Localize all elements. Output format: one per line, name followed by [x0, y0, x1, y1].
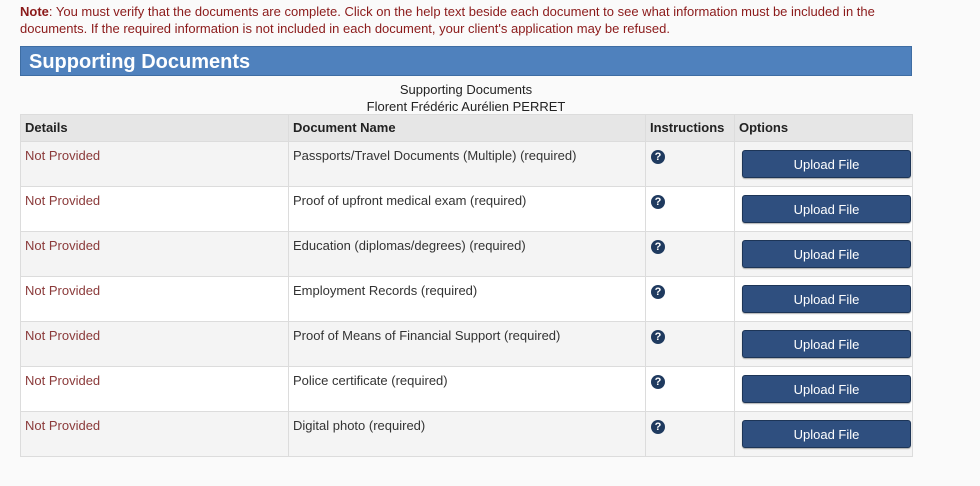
- document-options: [735, 142, 913, 187]
- document-status: [21, 232, 289, 277]
- table-row: [21, 142, 913, 187]
- table-caption: [20, 81, 912, 115]
- applicant-name: Florent Frédéric Aurélien PERRET: [366, 99, 566, 114]
- document-options: [735, 232, 913, 277]
- status-text: Not Provided: [25, 193, 101, 208]
- document-instructions: [646, 367, 735, 412]
- document-options: [735, 412, 913, 457]
- document-instructions: [646, 412, 735, 457]
- table-row: [21, 277, 913, 322]
- note-text: : You must verify that the documents are complete. Click on the help text beside each document to see what information must be included in the documents. If the required information is not included in each document, your client's application may be refused.: [20, 4, 875, 36]
- header-instructions: Instructions: [646, 115, 735, 142]
- status-text: Not Provided: [25, 373, 101, 388]
- document-instructions: [646, 187, 735, 232]
- table-header-row: [21, 115, 913, 142]
- document-status: [21, 277, 289, 322]
- document-options: [735, 322, 913, 367]
- question-circle-icon[interactable]: ?: [651, 330, 665, 344]
- table-row: [21, 322, 913, 367]
- document-status: [21, 187, 289, 232]
- note-message: [20, 3, 920, 37]
- document-options: [735, 277, 913, 322]
- question-circle-icon[interactable]: ?: [651, 420, 665, 434]
- document-name: Employment Records (required): [289, 277, 646, 322]
- document-status: [21, 412, 289, 457]
- upload-file-button[interactable]: Upload File: [742, 195, 911, 223]
- status-text: Not Provided: [25, 418, 101, 433]
- document-status: [21, 322, 289, 367]
- status-text: Not Provided: [25, 148, 101, 163]
- document-instructions: [646, 277, 735, 322]
- upload-file-button[interactable]: Upload File: [742, 150, 911, 178]
- table-row: [21, 232, 913, 277]
- upload-file-button[interactable]: Upload File: [742, 285, 911, 313]
- document-name: Passports/Travel Documents (Multiple) (required): [289, 142, 646, 187]
- documents-table-body: [21, 142, 913, 457]
- question-circle-icon[interactable]: ?: [651, 150, 665, 164]
- question-circle-icon[interactable]: ?: [651, 195, 665, 209]
- table-row: [21, 187, 913, 232]
- note-label: Note: [20, 4, 49, 19]
- upload-file-button[interactable]: Upload File: [742, 420, 911, 448]
- document-instructions: [646, 232, 735, 277]
- upload-file-button[interactable]: Upload File: [742, 375, 911, 403]
- question-circle-icon[interactable]: ?: [651, 285, 665, 299]
- document-status: [21, 367, 289, 412]
- header-document-name: Document Name: [289, 115, 646, 142]
- question-circle-icon[interactable]: ?: [651, 375, 665, 389]
- document-status: [21, 142, 289, 187]
- document-name: Proof of Means of Financial Support (required): [289, 322, 646, 367]
- status-text: Not Provided: [25, 238, 101, 253]
- document-instructions: [646, 322, 735, 367]
- document-options: [735, 187, 913, 232]
- document-name: Proof of upfront medical exam (required): [289, 187, 646, 232]
- document-instructions: [646, 142, 735, 187]
- caption-title: Supporting Documents: [399, 82, 533, 97]
- section-header: Supporting Documents: [20, 46, 912, 76]
- upload-file-button[interactable]: Upload File: [742, 330, 911, 358]
- header-details: Details: [21, 115, 289, 142]
- status-text: Not Provided: [25, 283, 101, 298]
- question-circle-icon[interactable]: ?: [651, 240, 665, 254]
- documents-table: [20, 114, 913, 457]
- status-text: Not Provided: [25, 328, 101, 343]
- table-row: [21, 412, 913, 457]
- document-name: Digital photo (required): [289, 412, 646, 457]
- table-row: [21, 367, 913, 412]
- document-options: [735, 367, 913, 412]
- document-name: Police certificate (required): [289, 367, 646, 412]
- upload-file-button[interactable]: Upload File: [742, 240, 911, 268]
- header-options: Options: [735, 115, 913, 142]
- document-name: Education (diplomas/degrees) (required): [289, 232, 646, 277]
